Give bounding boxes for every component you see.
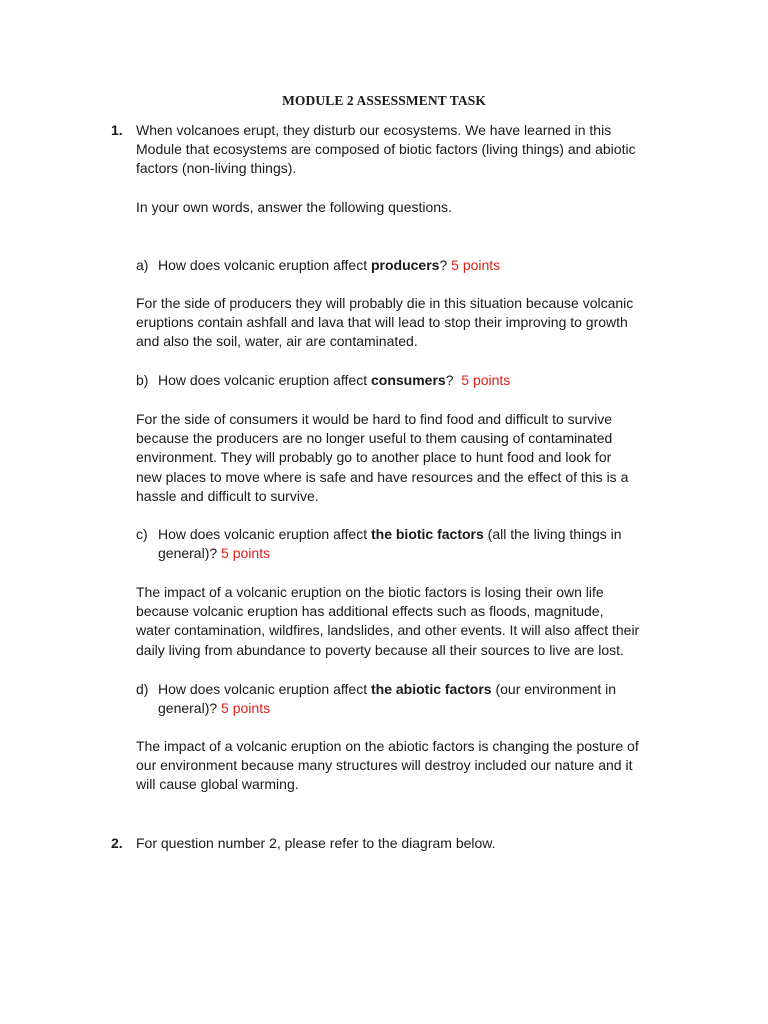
answer-line: daily living from abundance to poverty because all their sources to live are lost. [136,641,624,658]
answer-line: hassle and difficult to survive. [136,487,319,504]
question-2-text: For question number 2, please refer to the diagram below. [136,835,496,851]
question-d-letter: d) [136,681,149,697]
answer-a [136,294,696,352]
question-c-text-start: How does volcanic eruption affect [158,526,371,542]
answer-line: will cause global warming. [136,776,299,793]
answer-line: new places to move where is safe and have resources and the effect of this is a [136,468,629,485]
question-b-letter: b) [136,372,149,388]
question-d-text-end: (our environment in [491,681,617,697]
answer-line: because volcanic eruption has additional effects such as floods, magnitude, [136,603,604,620]
question-b-text-start: How does volcanic eruption affect [158,372,371,388]
intro-line: When volcanoes erupt, they disturb our ecosystems. We have learned in this [136,122,612,138]
question-d-keyword: the abiotic factors [370,681,492,697]
answer-line: For the side of consumers it would be hard to find food and difficult to survive [136,411,612,427]
question-b-keyword: consumers [370,372,446,388]
question-a-text-start: How does volcanic eruption affect [158,257,371,273]
question-1-number: 1. [111,122,123,138]
answer-line: The impact of a volcanic eruption on the abiotic factors is changing the posture of [136,738,639,754]
question-b-text-end: ? [445,372,462,388]
question-a-letter: a) [136,257,149,273]
question-d-text [158,680,678,718]
answer-line: The impact of a volcanic eruption on the biotic factors is losing their own life [136,584,604,600]
question-c-letter: c) [136,526,148,542]
question-c-text-line2: general)? [158,545,222,562]
answer-line: and also the soil, water, air are contaminated. [136,333,418,350]
question-c-text-end: (all the living things in [483,526,622,542]
question-a-keyword: producers [370,257,440,273]
question-d-text-line2: general)? [158,700,222,717]
question-c-points: 5 points [221,545,271,562]
question-d-text-start: How does volcanic eruption affect [158,681,371,697]
question-c-text [158,525,678,563]
answer-line: eruptions contain ashfall and lava that will lead to stop their improving to growth [136,314,628,331]
question-a-text [158,256,678,275]
page-title: MODULE 2 ASSESSMENT TASK [282,93,486,108]
answer-line: our environment because many structures will destroy included our nature and it [136,757,633,774]
question-d-points: 5 points [221,700,271,717]
answer-line: For the side of producers they will probably die in this situation because volcanic [136,295,634,311]
answer-b [136,410,696,506]
question-b-points: 5 points [461,372,511,388]
answer-line: water contamination, wildfires, landslides, and other events. It will also affect their [136,622,640,639]
answer-line: because the producers are no longer useful to them causing of contaminated [136,430,613,447]
question-b-text [158,371,678,390]
intro-line: Module that ecosystems are composed of biotic factors (living things) and abiotic [136,141,636,158]
question-a-text-end: ? [439,257,452,273]
answer-d [136,737,696,795]
intro-line: factors (non-living things). [136,160,297,177]
answer-line: environment. They will probably go to another place to hunt food and look for [136,449,612,466]
question-a-points: 5 points [451,257,501,273]
question-1-instruction: In your own words, answer the following questions. [136,199,452,215]
question-2-number: 2. [111,835,123,851]
question-c-keyword: the biotic factors [370,526,484,542]
answer-c [136,583,696,660]
question-1-intro [136,121,696,179]
